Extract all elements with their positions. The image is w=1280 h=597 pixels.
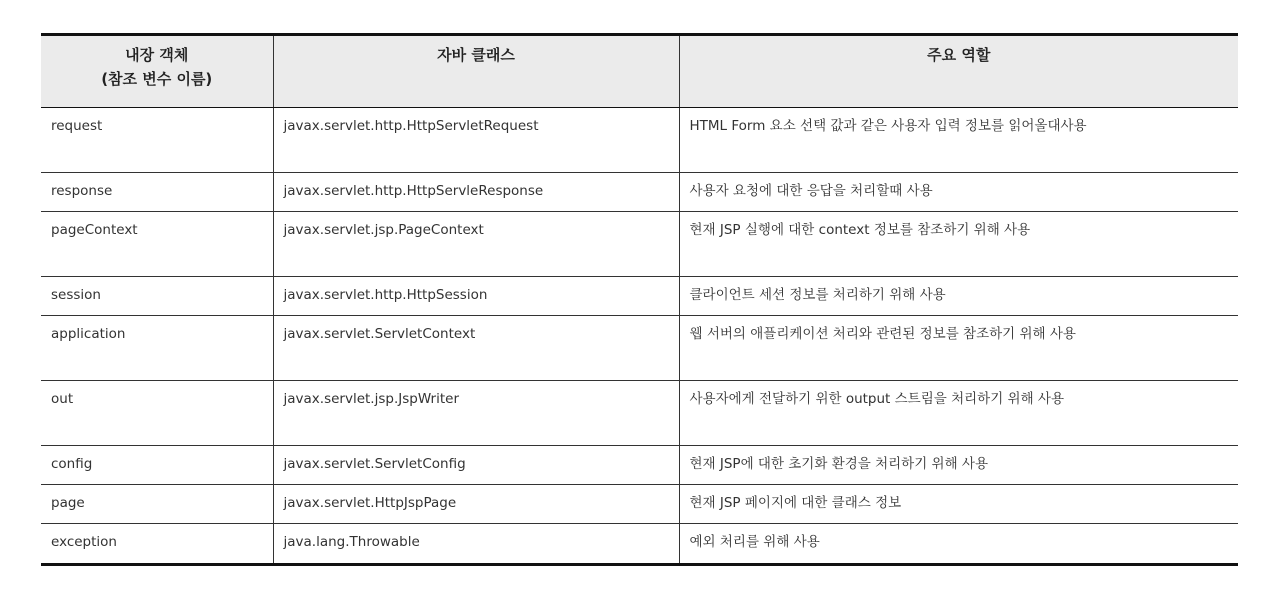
jsp-implicit-objects-table-container — [41, 33, 1238, 566]
cell-class: javax.servlet.http.HttpServletRequest — [273, 108, 679, 173]
cell-role: 클라이언트 세션 정보를 처리하기 위해 사용 — [679, 277, 1238, 316]
cell-class: javax.servlet.ServletContext — [273, 316, 679, 381]
cell-role: 현재 JSP에 대한 초기화 환경을 처리하기 위해 사용 — [679, 446, 1238, 485]
table-row — [41, 277, 1238, 316]
table-row — [41, 173, 1238, 212]
table-row — [41, 212, 1238, 277]
cell-class: javax.servlet.jsp.PageContext — [273, 212, 679, 277]
header-object-name — [41, 35, 273, 108]
header-java-class: 자바 클래스 — [273, 35, 679, 108]
table-row — [41, 108, 1238, 173]
cell-role: 웹 서버의 애플리케이션 처리와 관련된 정보를 참조하기 위해 사용 — [679, 316, 1238, 381]
header-row — [41, 35, 1238, 108]
cell-object: session — [41, 277, 273, 316]
cell-class: java.lang.Throwable — [273, 524, 679, 565]
table-header — [41, 35, 1238, 108]
table-row — [41, 446, 1238, 485]
cell-class: javax.servlet.http.HttpSession — [273, 277, 679, 316]
cell-role: 현재 JSP 페이지에 대한 클래스 정보 — [679, 485, 1238, 524]
cell-class: javax.servlet.jsp.JspWriter — [273, 381, 679, 446]
cell-object: application — [41, 316, 273, 381]
cell-object: exception — [41, 524, 273, 565]
header-main-role: 주요 역할 — [679, 35, 1238, 108]
cell-role: 예외 처리를 위해 사용 — [679, 524, 1238, 565]
table-row — [41, 524, 1238, 565]
cell-object: config — [41, 446, 273, 485]
cell-object: page — [41, 485, 273, 524]
cell-class: javax.servlet.ServletConfig — [273, 446, 679, 485]
cell-role: 현재 JSP 실행에 대한 context 정보를 참조하기 위해 사용 — [679, 212, 1238, 277]
cell-role: 사용자 요청에 대한 응답을 처리할때 사용 — [679, 173, 1238, 212]
jsp-implicit-objects-table — [41, 33, 1238, 566]
cell-object: request — [41, 108, 273, 173]
cell-object: response — [41, 173, 273, 212]
table-row — [41, 485, 1238, 524]
header-object-name-line2: (참조 변수 이름) — [101, 70, 213, 88]
cell-role: HTML Form 요소 선택 값과 같은 사용자 입력 정보를 읽어올대사용 — [679, 108, 1238, 173]
header-object-name-line1: 내장 객체 — [125, 46, 189, 64]
table-row — [41, 316, 1238, 381]
cell-role: 사용자에게 전달하기 위한 output 스트림을 처리하기 위해 사용 — [679, 381, 1238, 446]
cell-class: javax.servlet.HttpJspPage — [273, 485, 679, 524]
table-row — [41, 381, 1238, 446]
cell-object: out — [41, 381, 273, 446]
cell-object: pageContext — [41, 212, 273, 277]
cell-class: javax.servlet.http.HttpServleResponse — [273, 173, 679, 212]
table-body — [41, 108, 1238, 565]
